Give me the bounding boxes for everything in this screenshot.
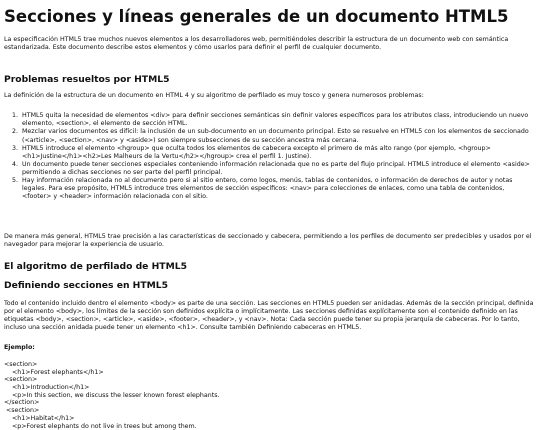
problems-paragraph: La definición de la estructura de un documento en HTML 4 y su algoritmo de perfilado es muy tosco y genera numerosos problemas: [4,92,424,100]
section-heading-problems: Problemas resueltos por HTML5 [4,74,170,86]
list-item: 4. Un documento puede tener secciones especiales conteniendo información relacionada que no es parte del flujo principal. HTML5 introduce el elemento <aside> permitiendo a dichas secciones no ser parte del perfil principal. [20,161,534,177]
code-example [4,361,534,430]
list-item: 2. Mezclar varios documentos es difícil: la inclusión de un sub-documento en un documento principal. Esto se resuelve en HTML5 con los elementos de seccionado (<article>, <section>, <nav> y <aside>) son siempre subsecciones de su sección ancestra más cercana. [20,128,534,144]
code-line: <section> [4,376,38,384]
code-line: <p>Forest elephants do not live in trees but among them. [4,422,197,430]
page-title: Secciones y líneas generales de un documento HTML5 [4,7,509,26]
problems-list-wrapper [4,112,534,201]
document-page [0,7,540,430]
problems-list [4,112,534,201]
example-label: Ejemplo: [4,343,35,351]
closing-paragraph: De manera más general, HTML5 trae precisión a las características de seccionado y cabecera, permitiendo a los perfiles de documento ser predecibles y usados por el navegador para mejorar la experiencia de usuario. [4,233,532,249]
code-line: <h1>Habitat</h1> [4,414,75,422]
defining-paragraph: Todo el contenido incluido dentro el elemento <body> es parte de una sección. Las secciones en HTML5 pueden ser anidadas. Además de la sección principal, definida por el elemento <body>, los límites de la sección son definidos explícita o implícitamente. Las secciones definidas explícitamente son el contenido definido en las etiquetas <body>, <section>, <article>, <aside>, <footer>, <header>, y <nav>. Nota: Cada sección puede tener su propia jerarquía de cabeceras. Por lo tanto, incluso una sección anidada puede tener un elemento <h1>. Consulte también Definiendo cabeceras en HTML5. [4,299,534,331]
list-item: 3. HTML5 introduce el elemento <hgroup> que oculta todos los elementos de cabecera excepto el primero de más alto rango (por ejemplo, <hgroup><h1>Justine</h1><h2>Les Malheurs de la Vertu</h2></hgroup> crea el perfil 1. Justine). [20,145,534,161]
section-heading-algorithm: El algoritmo de perfilado de HTML5 [4,260,187,272]
code-line: <h1>Introduction</h1> [4,384,90,392]
intro-paragraph: La especificación HTML5 trae muchos nuevos elementos a los desarrolladores web, permitiéndoles describir la estructura de un documento web con semántica estandarizada. Este documento describe estos elementos y cómo usarlos para definir el perfil de cualquier documento. [4,36,509,52]
code-line: </section> [4,399,40,407]
subsection-heading-defining: Definiendo secciones en HTML5 [4,279,169,291]
list-item: 1. HTML5 quita la necesidad de elementos <div> para definir secciones semánticas sin definir valores específicos para los atributos class, introduciendo un nuevo elemento, <section>, el elemento de sección HTML. [20,112,534,128]
code-line: <section> [4,360,38,368]
code-line: <h1>Forest elephants</h1> [4,368,104,376]
code-line: <p>In this section, we discuss the lesser known forest elephants. [4,391,220,399]
list-item: 5. Hay información relacionada no al documento pero si al sitio entero, como logos, menús, tablas de contenidos, o información de derechos de autor y notas legales. Para ese propósito, HTML5 introduce tres elementos de sección específicos: <nav> para colecciones de enlaces, como una tabla de contenidos, <footer> y <header> información relacionada con el sitio. [20,177,534,201]
code-line: <section> [4,407,40,415]
